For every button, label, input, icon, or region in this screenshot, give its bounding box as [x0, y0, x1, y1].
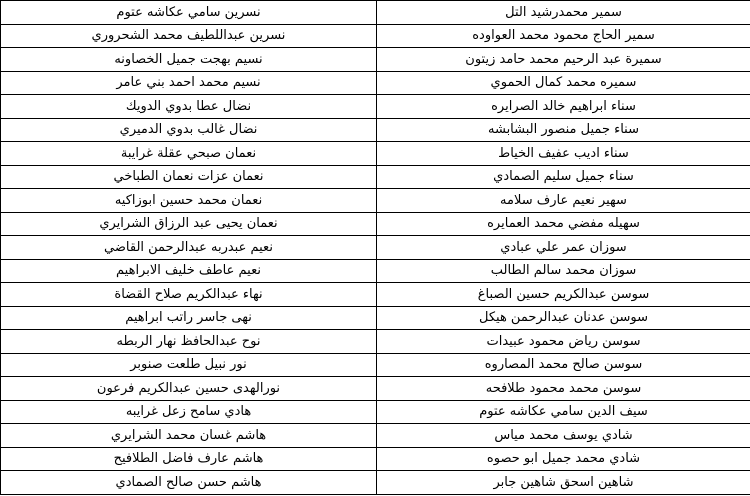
name-cell-left: نعمان عزات نعمان الطباخي [1, 165, 377, 189]
table-row [1, 471, 750, 495]
name-cell-left: نوح عبدالحافظ نهار الربطه [1, 330, 377, 354]
name-cell-right: شادي محمد جميل ابو حصوه [377, 447, 750, 471]
name-cell-left: نسيم محمد احمد بني عامر [1, 71, 377, 95]
name-cell-left: نورالهدى حسين عبدالكريم فرعون [1, 377, 377, 401]
name-cell-left: نضال عطا بدوي الدويك [1, 95, 377, 119]
table-row [1, 24, 750, 48]
name-cell-left: نعمان يحيى عبد الرزاق الشرايري [1, 212, 377, 236]
name-cell-right: سهير نعيم عارف سلامه [377, 189, 750, 213]
name-cell-right: شادي يوسف محمد مياس [377, 424, 750, 448]
name-cell-left: نعيم عبدربه عبدالرحمن القاضي [1, 236, 377, 260]
name-cell-left: نعمان محمد حسين ابوزاكيه [1, 189, 377, 213]
table-row [1, 189, 750, 213]
table-row [1, 400, 750, 424]
table-row [1, 306, 750, 330]
name-cell-right: سناء ابراهيم خالد الصرايره [377, 95, 750, 119]
table-row [1, 377, 750, 401]
table-row [1, 1, 750, 25]
table-row [1, 447, 750, 471]
name-cell-left: نعمان صبحي عقلة غرايبة [1, 142, 377, 166]
table-row [1, 71, 750, 95]
name-cell-right: سوزان محمد سالم الطالب [377, 259, 750, 283]
name-cell-left: نسرين عبداللطيف محمد الشحروري [1, 24, 377, 48]
table-row [1, 236, 750, 260]
name-cell-right: سمير الحاج محمود محمد العواوده [377, 24, 750, 48]
table-row [1, 283, 750, 307]
name-cell-right: سوسن عبدالكريم حسين الصباغ [377, 283, 750, 307]
table-row [1, 165, 750, 189]
name-cell-left: نسرين سامي عكاشه عتوم [1, 1, 377, 25]
table-row [1, 330, 750, 354]
name-cell-right: سميره محمد كمال الحموي [377, 71, 750, 95]
name-cell-left: هاشم حسن صالح الصمادي [1, 471, 377, 495]
name-cell-right: سمير محمدرشيد التل [377, 1, 750, 25]
table-row [1, 48, 750, 72]
name-cell-right: سناء جميل منصور البشابشه [377, 118, 750, 142]
table-row [1, 95, 750, 119]
name-cell-right: سوسن محمد محمود طلافحه [377, 377, 750, 401]
name-cell-left: هاشم عارف فاضل الطلافيح [1, 447, 377, 471]
name-cell-left: نهى جاسر راتب ابراهيم [1, 306, 377, 330]
name-cell-left: نضال غالب بدوي الدميري [1, 118, 377, 142]
name-cell-right: سناء اديب عفيف الخياط [377, 142, 750, 166]
table-row [1, 212, 750, 236]
name-cell-left: هادي سامح زعل غرايبه [1, 400, 377, 424]
table-row [1, 353, 750, 377]
name-cell-right: سيف الدين سامي عكاشه عتوم [377, 400, 750, 424]
name-cell-right: سوزان عمر علي عبادي [377, 236, 750, 260]
name-cell-left: نهاء عبدالكريم صلاح القضاة [1, 283, 377, 307]
names-table-body [1, 1, 750, 495]
name-cell-right: شاهين اسحق شاهين جابر [377, 471, 750, 495]
name-cell-right: سوسن عدنان عبدالرحمن هيكل [377, 306, 750, 330]
name-cell-right: سميرة عبد الرحيم محمد حامد زيتون [377, 48, 750, 72]
name-cell-left: نور نبيل طلعت صنوبر [1, 353, 377, 377]
name-cell-left: نسيم بهجت جميل الخصاونه [1, 48, 377, 72]
name-cell-right: سوسن صالح محمد المصاروه [377, 353, 750, 377]
table-row [1, 118, 750, 142]
table-row [1, 259, 750, 283]
name-cell-right: سهيله مفضي محمد العمايره [377, 212, 750, 236]
name-cell-left: نعيم عاطف خليف الابراهيم [1, 259, 377, 283]
name-cell-right: سوسن رياض محمود عبيدات [377, 330, 750, 354]
name-cell-right: سناء جميل سليم الصمادي [377, 165, 750, 189]
table-row [1, 424, 750, 448]
name-cell-left: هاشم غسان محمد الشرايري [1, 424, 377, 448]
table-row [1, 142, 750, 166]
